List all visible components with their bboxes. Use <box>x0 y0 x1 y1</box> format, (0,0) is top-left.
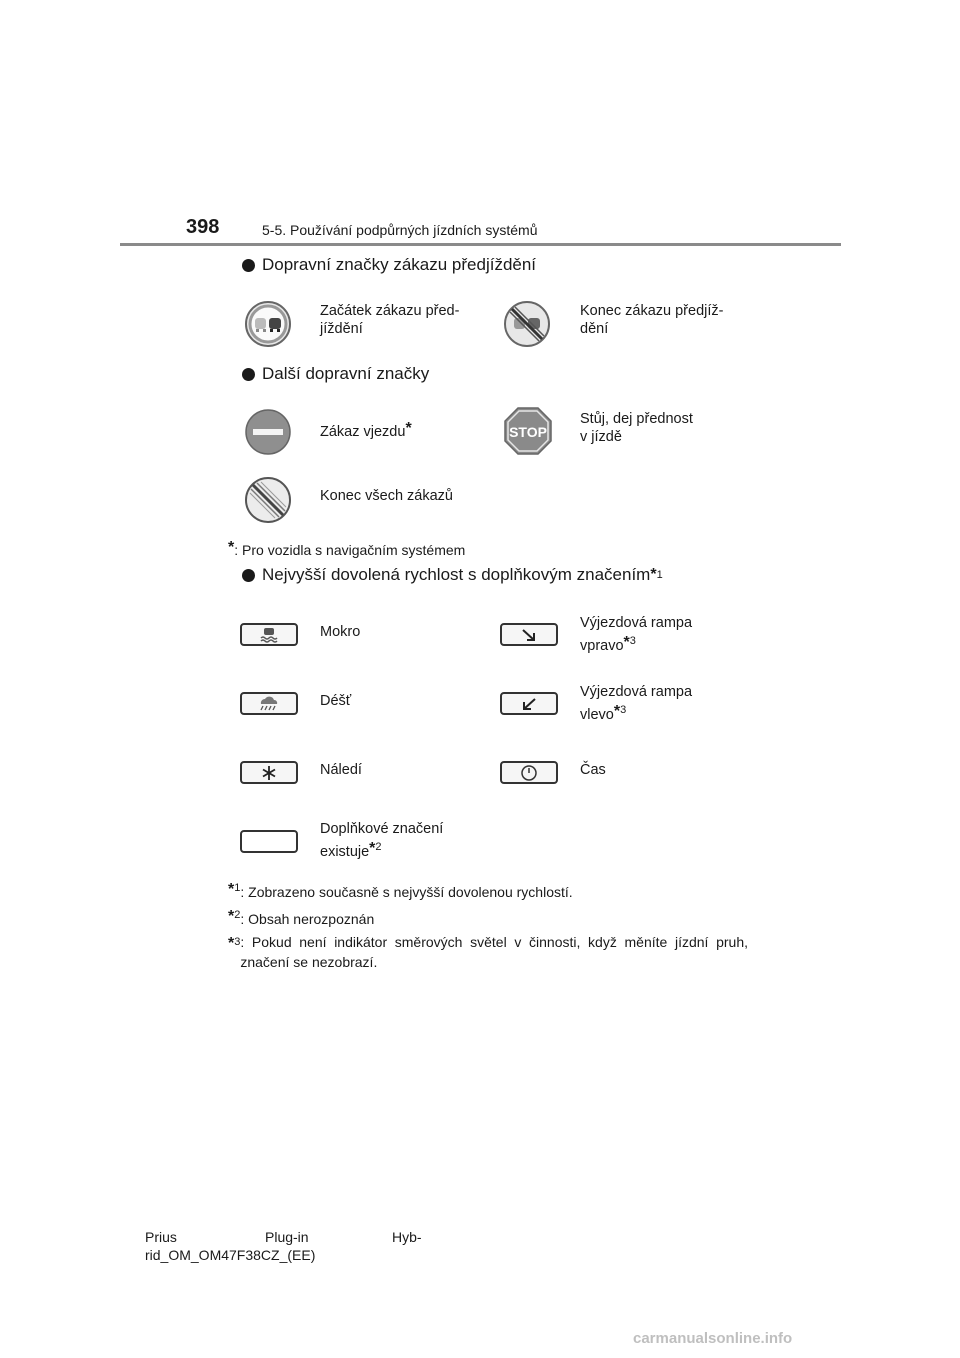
heading-text: Další dopravní značky <box>262 364 430 383</box>
plate-time <box>500 761 558 784</box>
plate-rain <box>240 692 298 715</box>
plate-ice <box>240 761 298 784</box>
bullet-icon <box>242 368 255 381</box>
label-rain: Déšť <box>320 693 352 709</box>
section-heading-overtaking <box>242 255 536 275</box>
heading-text: Nejvyšší dovolená rychlost s doplňkovým značením <box>262 565 651 584</box>
arrow-down-left-icon <box>521 697 537 711</box>
snowflake-icon <box>261 765 277 781</box>
note-2: *$^2$: Obsah nerozpoznán <box>228 908 375 927</box>
section-heading-other <box>242 364 429 384</box>
watermark: carmanualsonline.info <box>633 1330 793 1347</box>
note-3: *$^3$ : Pokud není indikátor směrových světel v činnosti, když měníte jízdní pruh, značení se nezobrazí. <box>228 934 748 970</box>
plate-exit-right <box>500 623 558 646</box>
section-heading-speed: Nejvyšší dovolená rychlost s doplňkovým značením * 1 <box>242 565 663 585</box>
bullet-icon <box>242 569 255 582</box>
no-overtaking-sign-icon <box>244 300 292 348</box>
heading-text: Dopravní značky zákazu předjíždění <box>262 255 537 274</box>
footer-doc-id: Prius Plug-in Hyb- rid_OM_OM47F38CZ_(EE) <box>145 1229 422 1263</box>
label-wet: Mokro <box>320 624 361 640</box>
label-additional: Doplňkové značení existuje*$^2$ <box>320 821 444 860</box>
bullet-icon <box>242 259 255 272</box>
no-entry-sign-icon <box>244 408 292 456</box>
rain-cloud-icon <box>256 696 282 712</box>
label-stop: Stůj, dej přednost v jízdě <box>580 411 693 445</box>
clock-icon <box>520 764 538 782</box>
stop-sign-icon <box>503 406 553 456</box>
label-no-entry: Zákaz vjezdu* <box>320 420 412 440</box>
footnote-navigation: *: Pro vozidla s navigačním systémem <box>228 539 466 558</box>
label-exit-right: Výjezdová rampa vpravo*$^3$ <box>580 615 693 654</box>
wet-road-icon <box>259 627 279 643</box>
label-end-all: Konec všech zákazů <box>320 488 453 504</box>
label-end-no-overtaking: Konec zákazu předjíž- dění <box>580 303 724 337</box>
chapter-title: 5-5. Používání podpůrných jízdních systémů <box>262 222 538 238</box>
label-time: Čas <box>580 762 606 778</box>
arrow-down-right-icon <box>521 628 537 642</box>
header-rule <box>120 243 841 246</box>
svg-text:STOP: STOP <box>509 424 547 440</box>
label-start-no-overtaking: Začátek zákazu před- jíždění <box>320 303 460 337</box>
label-exit-left: Výjezdová rampa vlevo*$^3$ <box>580 684 693 723</box>
end-all-restrictions-sign-icon <box>244 476 292 524</box>
end-no-overtaking-sign-icon <box>503 300 551 348</box>
label-ice: Náledí <box>320 762 362 778</box>
page-number: 398 <box>186 216 220 238</box>
plate-additional <box>240 830 298 853</box>
note-1: *$^1$: Zobrazeno současně s nejvyšší dovolenou rychlostí. <box>228 881 573 900</box>
plate-wet <box>240 623 298 646</box>
plate-exit-left <box>500 692 558 715</box>
